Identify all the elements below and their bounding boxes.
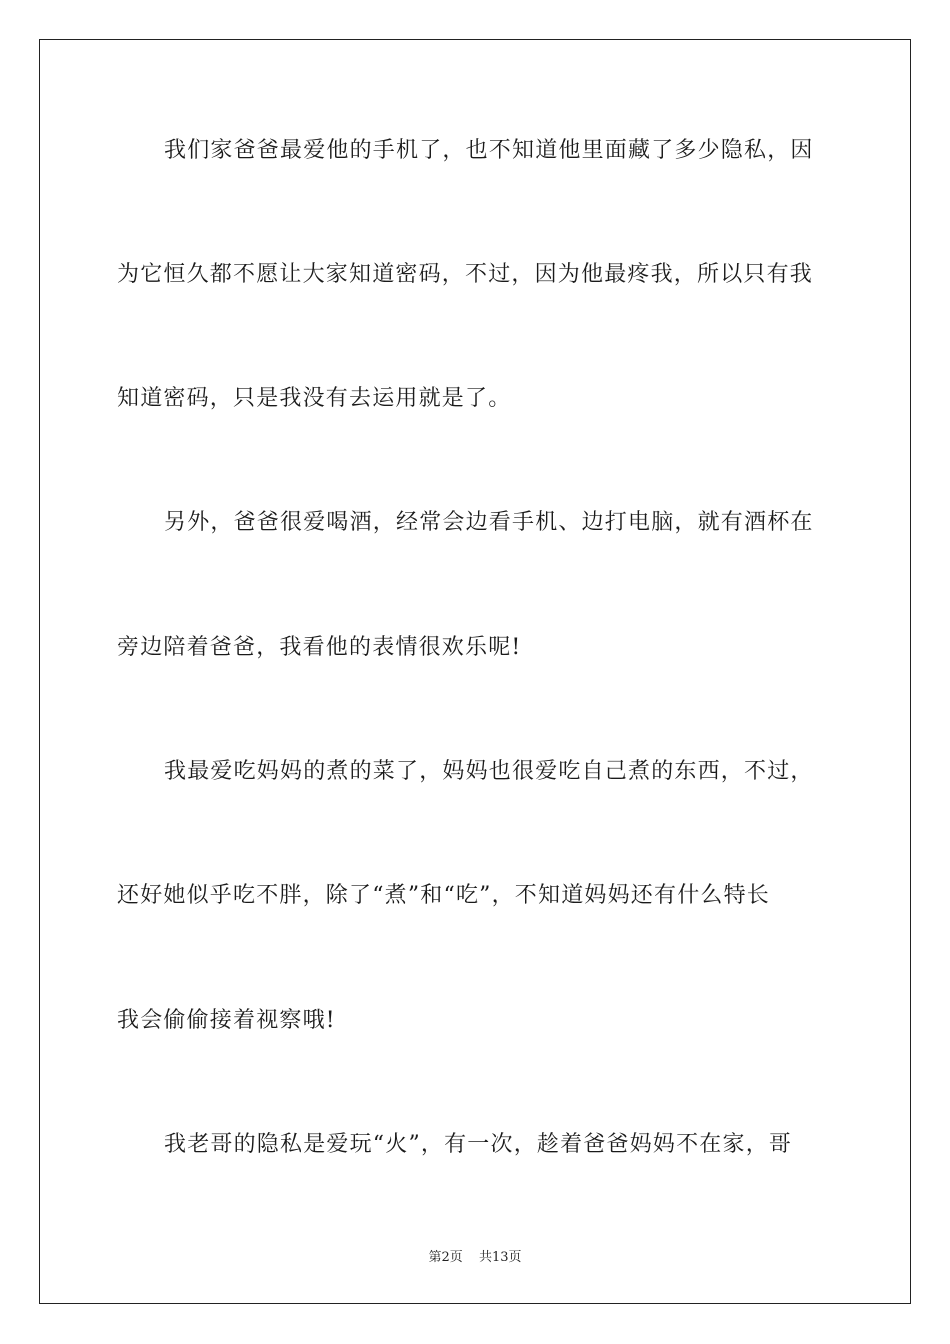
paragraph-2-line-2: 旁边陪着爸爸，我看他的表情很欢乐呢! — [117, 635, 522, 660]
paragraph-3-line-3: 我会偷偷接着视察哦! — [117, 1008, 336, 1033]
paragraph-3-line-1: 我最爱吃妈妈的煮的菜了，妈妈也很爱吃自己煮的东西，不过， — [164, 759, 814, 784]
paragraph-2-line-1: 另外，爸爸很爱喝酒，经常会边看手机、边打电脑，就有酒杯在 — [164, 510, 814, 535]
paragraph-3-line-2: 还好她似乎吃不胖，除了“煮”和“吃”，不知道妈妈还有什么特长 — [117, 883, 770, 908]
paragraph-1-line-1: 我们家爸爸最爱他的手机了，也不知道他里面藏了多少隐私，因 — [164, 138, 814, 163]
page-number: 第2页 — [428, 1250, 463, 1265]
paragraph-1-line-2: 为它恒久都不愿让大家知道密码，不过，因为他最疼我，所以只有我 — [117, 262, 814, 287]
paragraph-4-line-1: 我老哥的隐私是爱玩“火”，有一次，趁着爸爸妈妈不在家，哥 — [164, 1132, 793, 1157]
paragraph-1-line-3: 知道密码，只是我没有去运用就是了。 — [117, 386, 512, 411]
page-footer — [0, 1246, 950, 1265]
page-border — [39, 39, 911, 1304]
page-total: 共13页 — [478, 1250, 522, 1265]
